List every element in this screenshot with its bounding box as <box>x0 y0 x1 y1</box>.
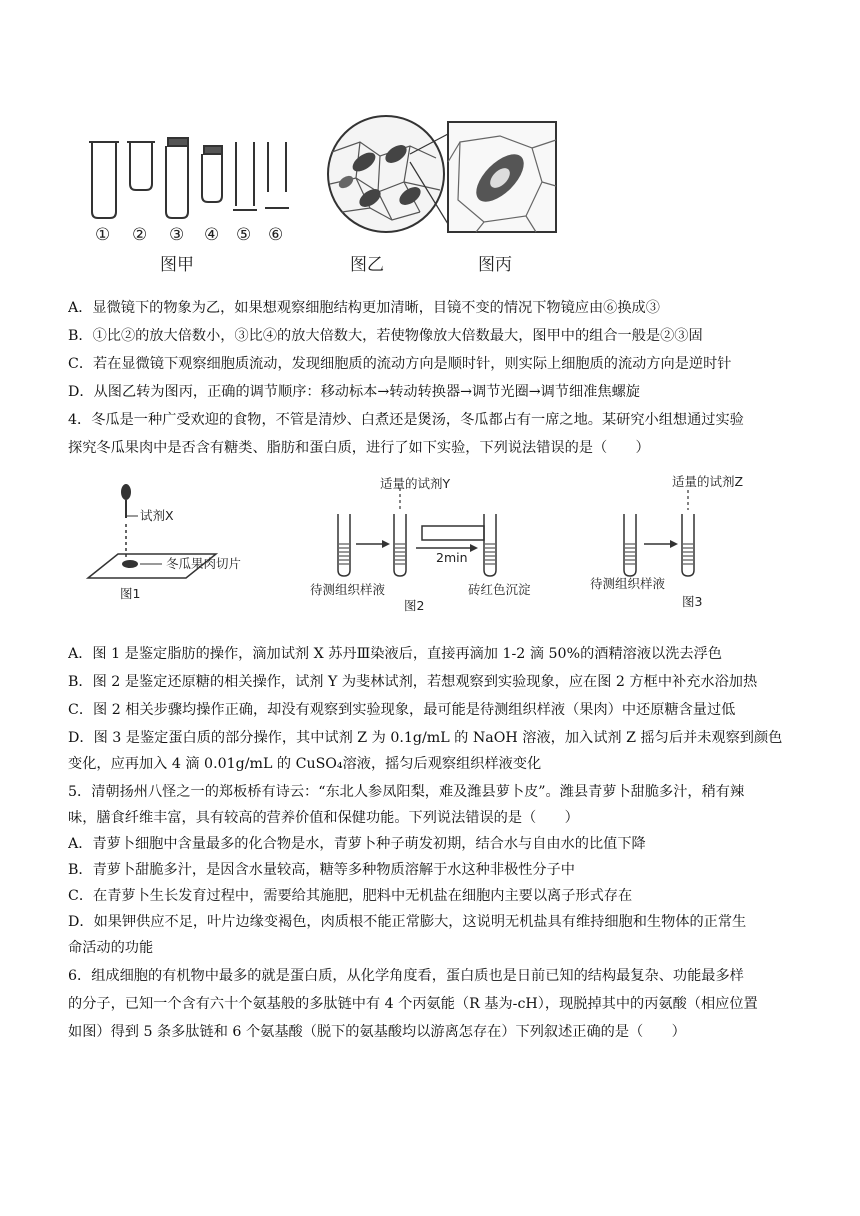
q4-option-d-line-1: D．图 3 是鉴定蛋白质的部分操作，其中试剂 Z 为 0.1g/mL 的 NaOH 溶液，加入试剂 Z 摇匀后并未观察到颜色 <box>68 730 783 746</box>
q6-stem-line-3: 如图）得到 5 条多肽链和 6 个氨基酸（脱下的氨基酸均以游离怎存在）下列叙述正确的是（ ） <box>68 1024 686 1040</box>
lens-4-icon <box>202 146 222 202</box>
dropper-icon <box>121 484 131 558</box>
q5-option-a: A．青萝卜细胞中含量最多的化合物是水，青萝卜种子萌发初期，结合水与自由水的比值下降 <box>68 836 646 852</box>
q4-option-d-line-2: 变化，应再加入 4 滴 0.01g/mL 的 CuSO₄溶液，摇匀后观察组织样液变化 <box>68 756 542 772</box>
tube-label-5: ⑤ <box>236 225 252 245</box>
fig2-reagent-label: 适量的试剂Y <box>380 476 451 491</box>
tube-label-3: ③ <box>169 225 185 245</box>
fig2-sample-label: 待测组织样液 <box>310 582 386 597</box>
q6-stem-line-1: 6．组成细胞的有机物中最多的就是蛋白质，从化学角度看，蛋白质也是日前已知的结构最复杂、功能最多样 <box>68 968 744 984</box>
q4-option-c: C．图 2 相关步骤均操作正确，却没有观察到实验现象，最可能是待测组织样液（果肉）中还原糖含量过低 <box>68 702 736 718</box>
microscope-figure <box>80 112 560 282</box>
q3-option-a: A．显微镜下的物象为乙，如果想观察细胞结构更加清晰，目镜不变的情况下物镜应由⑥换成③ <box>68 300 660 316</box>
fig3-reagent-label: 适量的试剂Z <box>672 474 744 489</box>
lens-3-icon <box>166 138 188 218</box>
lens-2-icon <box>127 142 155 190</box>
heating-box <box>422 526 484 540</box>
q4-stem-line-2: 探究冬瓜果肉中是否含有糖类、脂肪和蛋白质，进行了如下实验，下列说法错误的是（ ） <box>68 440 650 456</box>
q3-option-d: D．从图乙转为图丙，正确的调节顺序：移动标本→转动转换器→调节光圈→调节细准焦螺旋 <box>68 384 640 400</box>
caption-jia: 图甲 <box>160 255 194 275</box>
fig2-time-label: 2min <box>436 550 468 565</box>
caption-yi: 图乙 <box>350 255 384 275</box>
experiment-figure <box>84 474 804 614</box>
tube-label-6: ⑥ <box>268 225 284 245</box>
tube-label-1: ① <box>95 225 111 245</box>
fig1-reagent-label: 试剂X <box>140 508 174 523</box>
fig1-caption: 图1 <box>120 586 141 601</box>
test-tube-d-icon <box>624 514 636 576</box>
test-tube-c-icon <box>484 514 496 576</box>
q6-stem-line-2: 的分子，已知一个含有六十个氨基般的多肽链中有 4 个丙氨能（R 基为-cH），现脱掉其中的丙氨酸（相应位置 <box>68 996 758 1012</box>
lens-6-icon <box>265 142 289 208</box>
q3-option-b: B．①比②的放大倍数小，③比④的放大倍数大，若使物像放大倍数最大，图甲中的组合一般是②③固 <box>68 328 703 344</box>
test-tube-b-icon <box>394 514 406 576</box>
caption-bing: 图丙 <box>478 255 512 275</box>
test-tube-e-icon <box>682 514 694 576</box>
q3-option-c: C．若在显微镜下观察细胞质流动，发现细胞质的流动方向是顺时针，则实际上细胞质的流动方向是逆时针 <box>68 356 732 372</box>
q5-stem-line-2: 味，膳食纤维丰富，具有较高的营养价值和保健功能。下列说法错误的是（ ） <box>68 810 579 826</box>
fig3-caption: 图3 <box>682 594 703 609</box>
q5-option-d-line-2: 命活动的功能 <box>68 940 154 956</box>
q4-option-a: A．图 1 是鉴定脂肪的操作，滴加试剂 X 苏丹Ⅲ染液后，直接再滴加 1-2 滴 50%的酒精溶液以洗去浮色 <box>68 646 722 662</box>
lens-5-icon <box>233 142 257 210</box>
q5-option-d-line-1: D．如果钾供应不足，叶片边缘变褐色，肉质根不能正常膨大，这说明无机盐具有维持细胞和生物体的正常生 <box>68 914 747 930</box>
fig2-caption: 图2 <box>404 598 425 613</box>
q4-stem-line-1: 4．冬瓜是一种广受欢迎的食物，不管是清炒、白煮还是煲汤，冬瓜都占有一席之地。某研究小组想通过实验 <box>68 412 744 428</box>
fig1-slice-label: 冬瓜果肉切片 <box>166 556 242 571</box>
q5-option-b: B．青萝卜甜脆多汁，是因含水量较高，糖等多种物质溶解于水这种非极性分子中 <box>68 862 575 878</box>
q5-option-c: C．在青萝卜生长发育过程中，需要给其施肥，肥料中无机盐在细胞内主要以离子形式存在 <box>68 888 633 904</box>
tube-label-2: ② <box>132 225 148 245</box>
fig2-result-label: 砖红色沉淀 <box>468 582 531 597</box>
q5-stem-line-1: 5．清朝扬州八怪之一的郑板桥有诗云：“东北人参凤阳梨，难及潍县萝卜皮”。潍县青萝卜甜脆多汁，稍有辣 <box>68 784 745 800</box>
tube-label-4: ④ <box>204 225 220 245</box>
q4-option-b: B．图 2 是鉴定还原糖的相关操作，试剂 Y 为斐林试剂，若想观察到实验现象，应在图 2 方框中补充水浴加热 <box>68 674 758 690</box>
cell-view-circle-icon <box>328 116 444 232</box>
lens-1-icon <box>89 142 119 218</box>
test-tube-a-icon <box>338 514 350 576</box>
magnified-cell-icon <box>448 122 556 232</box>
fig3-sample-label: 待测组织样液 <box>590 576 666 591</box>
